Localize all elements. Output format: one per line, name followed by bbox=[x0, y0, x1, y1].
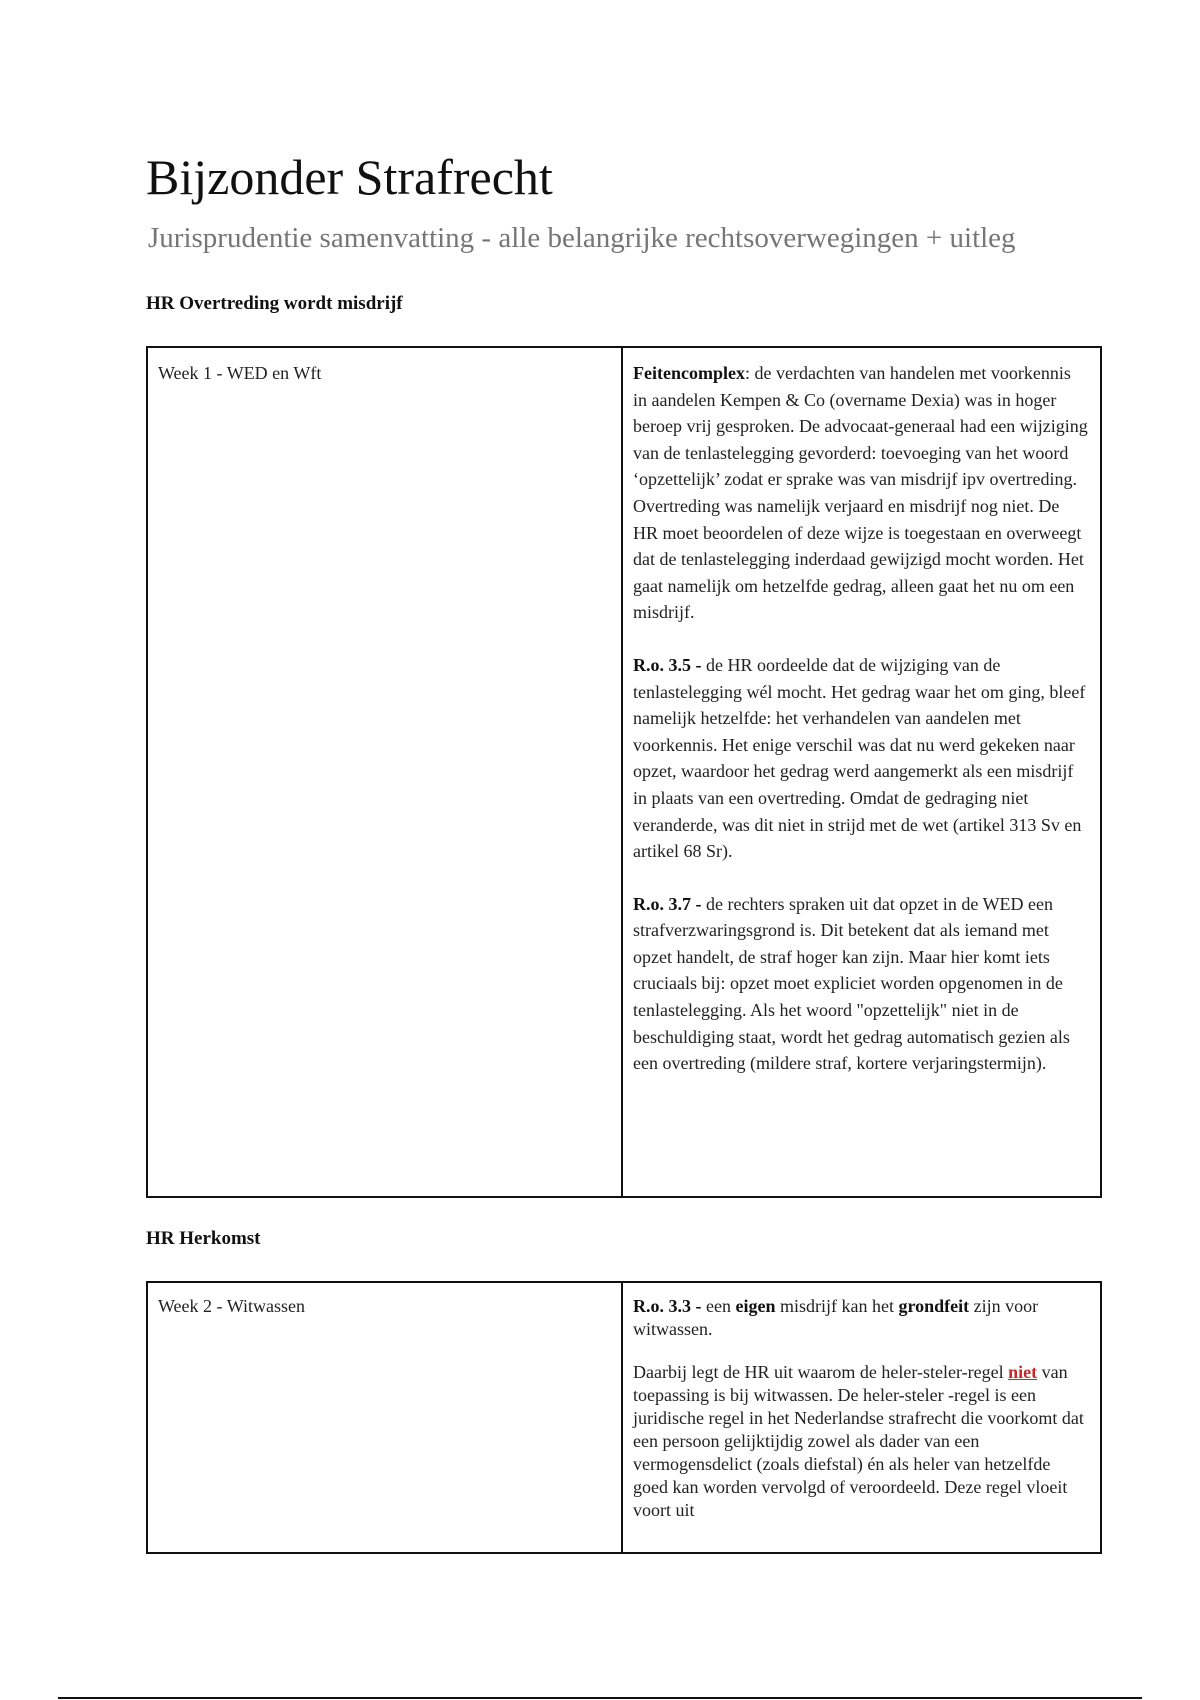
paragraph-ro-3-3 bbox=[633, 1295, 1088, 1341]
spellcheck-flagged-word[interactable]: niet bbox=[1008, 1362, 1038, 1382]
case-table-herkomst bbox=[146, 1281, 1102, 1554]
week-cell bbox=[147, 347, 622, 1197]
paragraph-text: : de verdachten van handelen met voorkennis in aandelen Kempen & Co (overname Dexia) was in hoger beroep vrij gesproken. De advocaat-generaal had een wijziging van de tenlastelegging gevorderd: toevoeging van het woord ‘opzettelijk’ zodat er sprake was van misdrijf ipv overtreding. Overtreding was namelijk verjaard en misdrijf nog niet. De HR moet beoordelen of deze wijze is toegestaan en overweegt dat de tenlastelegging inderdaad gewijzigd mocht worden. Het gaat namelijk om hetzelfde gedrag, alleen gaat het nu om een misdrijf. bbox=[633, 363, 1088, 623]
explanation-cell bbox=[622, 1282, 1101, 1553]
paragraph-feitencomplex bbox=[633, 360, 1088, 626]
emphasis-grondfeit: grondfeit bbox=[898, 1296, 970, 1316]
paragraph-ro-3-7 bbox=[633, 891, 1088, 1077]
paragraph-text: de HR oordeelde dat de wijziging van de tenlastelegging wél mocht. Het gedrag waar het om ging, bleef namelijk hetzelfde: het verhandelen van aandelen met voorkennis. Het enige verschil was dat nu werd gekeken naar opzet, waardoor het gedrag werd aangemerkt als een misdrijf in plaats van een overtreding. Omdat de gedraging niet veranderde, was dit niet in strijd met de wet (artikel 313 Sv en artikel 68 Sr). bbox=[633, 654, 1086, 862]
explanation-cell bbox=[622, 347, 1101, 1197]
case-table-overtreding bbox=[146, 346, 1102, 1198]
paragraph-label: R.o. 3.5 - bbox=[633, 654, 702, 675]
paragraph-label: Feitencomplex bbox=[633, 363, 745, 383]
week-label: Week 1 - WED en Wft bbox=[158, 363, 322, 383]
document-subtitle: Jurisprudentie samenvatting - alle belangrijke rechtsoverwegingen + uitleg bbox=[148, 222, 1016, 254]
table-row bbox=[147, 1282, 1101, 1553]
paragraph-heler-steler bbox=[633, 1361, 1088, 1522]
section-heading-herkomst: HR Herkomst bbox=[146, 1228, 261, 1249]
paragraph-label: R.o. 3.7 - bbox=[633, 893, 702, 914]
section-heading-overtreding: HR Overtreding wordt misdrijf bbox=[146, 293, 403, 314]
table-row bbox=[147, 347, 1101, 1197]
week-label: Week 2 - Witwassen bbox=[158, 1296, 305, 1316]
paragraph-label: R.o. 3.3 - bbox=[633, 1296, 702, 1316]
page-bottom-rule bbox=[58, 1697, 1142, 1699]
paragraph-ro-3-5 bbox=[633, 652, 1088, 865]
paragraph-text: zijn voor witwassen. bbox=[633, 1296, 1039, 1339]
paragraph-text: de rechters spraken uit dat opzet in de WED een strafverzwaringsgrond is. Dit betekent dat als iemand met opzet handelt, de straf hoger kan zijn. Maar hier komt iets cruciaals bij: opzet moet expliciet worden opgenomen in de tenlastelegging. Als het woord "opzettelijk" niet in de beschuldiging staat, wordt het gedrag automatisch gezien als een overtreding (mildere straf, kortere verjaringstermijn). bbox=[633, 893, 1070, 1074]
paragraph-text: een bbox=[701, 1296, 736, 1316]
document-title: Bijzonder Strafrecht bbox=[146, 149, 553, 205]
paragraph-text: misdrijf kan het bbox=[775, 1296, 899, 1316]
paragraph-text: Daarbij legt de HR uit waarom de heler-steler-regel bbox=[633, 1362, 1009, 1382]
paragraph-text: van toepassing is bij witwassen. De heler-steler -regel is een juridische regel in het Nederlandse strafrecht die voorkomt dat een persoon gelijktijdig zowel als dader van een vermogensdelict (zoals diefstal) én als heler van hetzelfde goed kan worden vervolgd of veroordeeld. Deze regel vloeit voort uit bbox=[633, 1362, 1084, 1520]
week-cell bbox=[147, 1282, 622, 1553]
emphasis-eigen: eigen bbox=[735, 1296, 776, 1316]
